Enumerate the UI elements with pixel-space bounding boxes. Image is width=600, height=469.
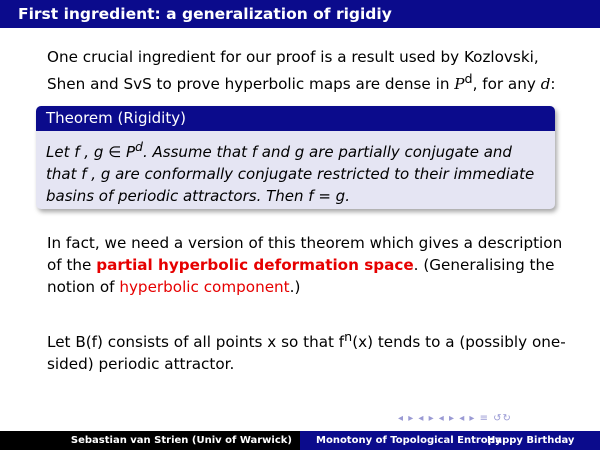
deformation-text-b: . (Generalising the notion of — [47, 256, 555, 296]
hyperbolic-component-link[interactable]: hyperbolic component — [119, 278, 290, 296]
theorem-fg: f , g ∈ P — [74, 143, 136, 161]
deformation-text-c: .) — [289, 278, 301, 296]
footer-author: Sebastian van Strien (Univ of Warwick) — [0, 431, 300, 450]
theorem-header: Theorem (Rigidity) — [36, 106, 555, 131]
theorem-line-3: basins of periodic attractors. Then f = g. — [46, 187, 350, 205]
footer-event: Happy Birthday Jack — [487, 435, 575, 465]
intro-paragraph — [47, 46, 567, 95]
theorem-line-2: that f , g are conformally conjugate restricted to their immediate — [46, 165, 535, 183]
footer-bar — [0, 431, 600, 465]
deformation-paragraph — [47, 232, 567, 298]
intro-line-end: : — [550, 75, 556, 94]
theorem-block — [36, 106, 555, 209]
footer-talk-title: Monotony of Topological Entropy — [316, 435, 502, 446]
deformation-space-highlight: partial hyperbolic deformation space — [96, 256, 414, 274]
beamer-navigation-icons[interactable]: ◂ ▸ ◂ ▸ ◂ ▸ ◂ ▸ ≡ ↺↻ — [398, 413, 512, 424]
intro-line-1: One crucial ingredient for our proof is a result used by Kozlovski, — [47, 48, 539, 66]
slide-title: First ingredient: a generalization of rigidiy — [0, 0, 600, 28]
footer-right — [300, 431, 600, 465]
basin-text-a: Let B(f) consists of all points x so that f — [47, 333, 345, 352]
basin-text-b: (x) tends to a (possibly one-sided) periodic attractor. — [47, 333, 566, 374]
theorem-superscript: d — [135, 139, 143, 154]
theorem-line-1a: Let — [46, 143, 75, 161]
space-symbol: P — [454, 75, 465, 94]
basin-superscript: n — [344, 329, 353, 344]
deformation-text-a: In fact, we need a version of this theorem which gives a description of the — [47, 234, 563, 274]
degree-symbol: d — [540, 75, 551, 94]
theorem-body — [36, 131, 555, 207]
theorem-line-1b: . Assume that f and g are partially conjugate and — [142, 143, 512, 161]
space-superscript: d — [464, 71, 473, 86]
basin-paragraph — [47, 326, 567, 375]
intro-line-2a: Shen and SvS to prove hyperbolic maps are dense in — [47, 75, 455, 94]
intro-line-2b: , for any — [472, 75, 541, 94]
